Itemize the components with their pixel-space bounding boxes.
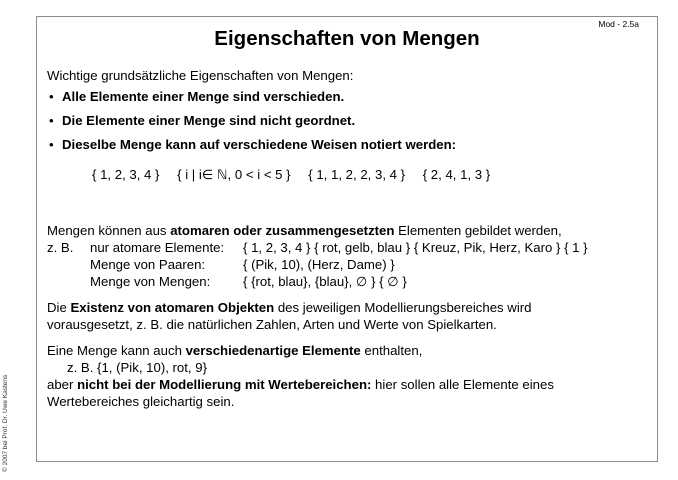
property-item: • Dieselbe Menge kann auf verschiedene Weisen notiert werden: — [49, 137, 457, 152]
slide-number: Mod - 2.5a — [598, 19, 639, 29]
notation-example: { i | i∈ ℕ, 0 < i < 5 } — [177, 167, 291, 182]
notation-example: { 1, 1, 2, 2, 3, 4 } — [308, 167, 406, 182]
example-row: Menge von Paaren: { (Pik, 10), (Herz, Dame) } — [90, 257, 395, 272]
notation-example: { 1, 2, 3, 4 } — [92, 167, 160, 182]
property-item: • Alle Elemente einer Menge sind verschieden. — [49, 89, 345, 104]
paragraph-heterogeneous: Eine Menge kann auch verschiedenartige Elemente enthalten, z. B. {1, (Pik, 10), rot, 9} aber nicht bei der Modellierung mit Wertebereichen: hier sollen alle Elemente eines Wertebereiches gleichartig sein. — [47, 343, 554, 409]
slide-frame — [36, 16, 658, 462]
notation-example: { 2, 4, 1, 3 } — [422, 167, 491, 182]
notation-examples — [47, 166, 647, 183]
property-item: • Die Elemente einer Menge sind nicht geordnet. — [49, 113, 356, 128]
property-list — [47, 88, 647, 153]
example-row: z. B. nur atomare Elemente: { 1, 2, 3, 4 } { rot, gelb, blau } { Kreuz, Pik, Herz, Karo } { 1 } — [47, 240, 588, 255]
copyright-note: © 2007 bei Prof. Dr. Uwe Kastens — [2, 374, 9, 472]
example-table — [47, 239, 647, 290]
paragraph-atomic: Die Existenz von atomaren Objekten des jeweiligen Modellierungsbereiches wird vorausgesetzt, z. B. die natürlichen Zahlen, Arten und Werte von Spielkarten. — [47, 300, 532, 332]
slide-title: Eigenschaften von Mengen — [214, 27, 480, 50]
paragraph-composition: Mengen können aus atomaren oder zusammengesetzten Elementen gebildet werden, — [47, 223, 562, 238]
bullet-icon: • — [49, 113, 54, 128]
slide-content — [47, 67, 647, 410]
bullet-icon: • — [49, 137, 54, 152]
example-row: Menge von Mengen: { {rot, blau}, {blau}, ∅ } { ∅ } — [90, 274, 407, 289]
bullet-icon: • — [49, 89, 54, 104]
intro-text: Wichtige grundsätzliche Eigenschaften von Mengen: — [47, 68, 354, 83]
